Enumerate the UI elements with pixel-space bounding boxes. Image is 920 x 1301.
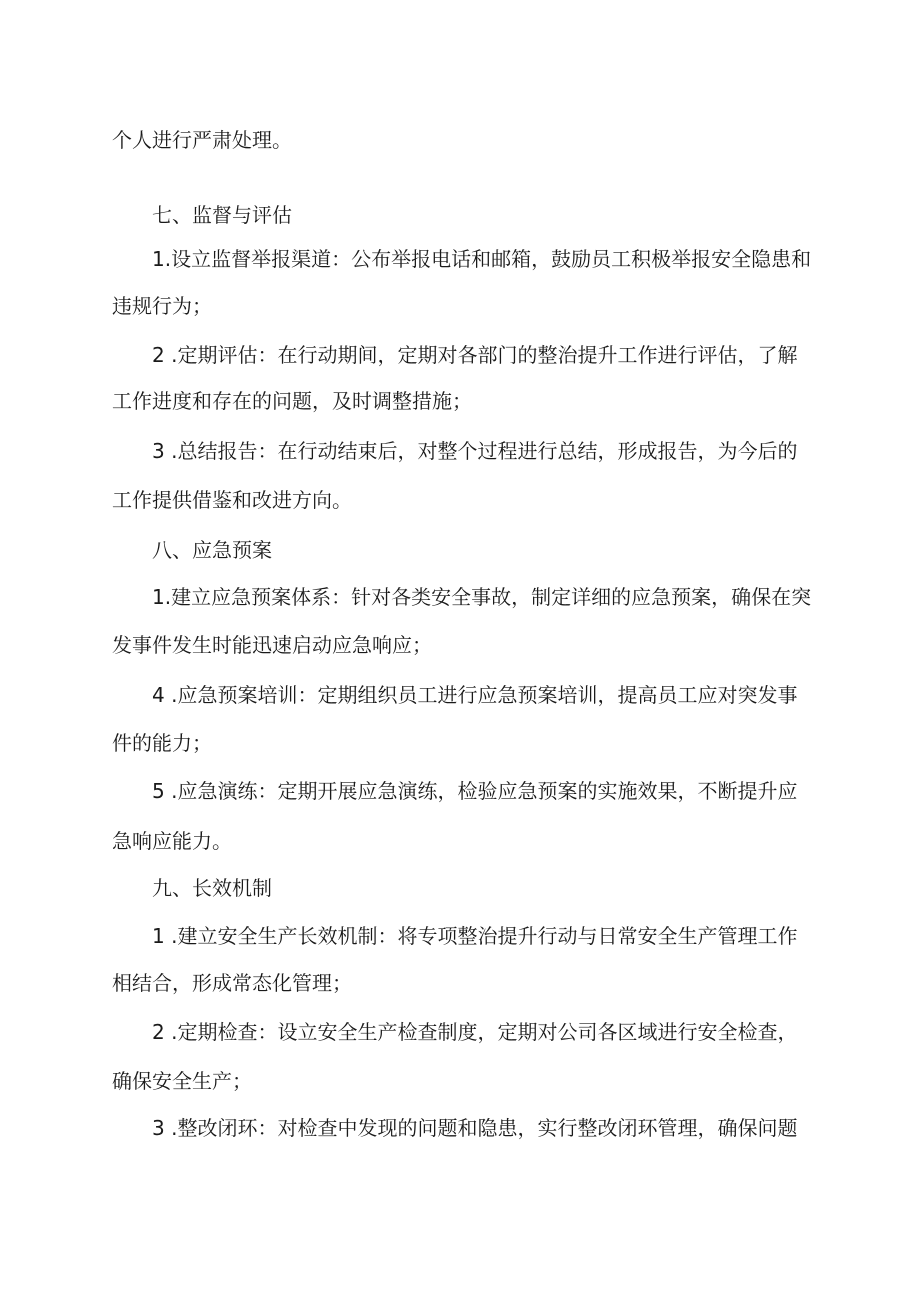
- paragraph-line: 个人进行严肃处理。: [112, 128, 292, 152]
- paragraph-line: 3 .总结报告：在行动结束后，对整个过程进行总结，形成报告，为今后的: [152, 439, 798, 463]
- paragraph-line: 相结合，形成常态化管理；: [112, 971, 352, 995]
- paragraph-line: 急响应能力。: [112, 829, 232, 853]
- paragraph-line: 件的能力；: [112, 731, 212, 755]
- paragraph-line: 2 .定期检查：设立安全生产检查制度，定期对公司各区域进行安全检查，: [152, 1020, 798, 1044]
- paragraph-line: 1.建立应急预案体系：针对各类安全事故，制定详细的应急预案，确保在突: [152, 585, 812, 609]
- paragraph-line: 2 .定期评估：在行动期间，定期对各部门的整治提升工作进行评估，了解: [152, 343, 798, 367]
- paragraph-line: 工作提供借鉴和改进方向。: [112, 488, 352, 512]
- paragraph-line: 违规行为；: [112, 294, 212, 318]
- paragraph-line: 1 .建立安全生产长效机制：将专项整治提升行动与日常安全生产管理工作: [152, 924, 798, 948]
- paragraph-line: 确保安全生产；: [112, 1069, 252, 1093]
- paragraph-line: 5 .应急演练：定期开展应急演练，检验应急预案的实施效果，不断提升应: [152, 779, 798, 803]
- paragraph-line: 1.设立监督举报渠道：公布举报电话和邮箱，鼓励员工积极举报安全隐患和: [152, 247, 812, 271]
- paragraph-line: 4 .应急预案培训：定期组织员工进行应急预案培训，提高员工应对突发事: [152, 683, 798, 707]
- paragraph-line: 发事件发生时能迅速启动应急响应；: [112, 633, 432, 657]
- paragraph-line: 3 .整改闭环：对检查中发现的问题和隐患，实行整改闭环管理，确保问题: [152, 1116, 798, 1140]
- section-heading-emergency-plan: 八、应急预案: [152, 538, 272, 562]
- paragraph-line: 工作进度和存在的问题，及时调整措施；: [112, 389, 472, 413]
- section-heading-long-term-mechanism: 九、长效机制: [152, 876, 272, 900]
- section-heading-supervision: 七、监督与评估: [152, 203, 292, 227]
